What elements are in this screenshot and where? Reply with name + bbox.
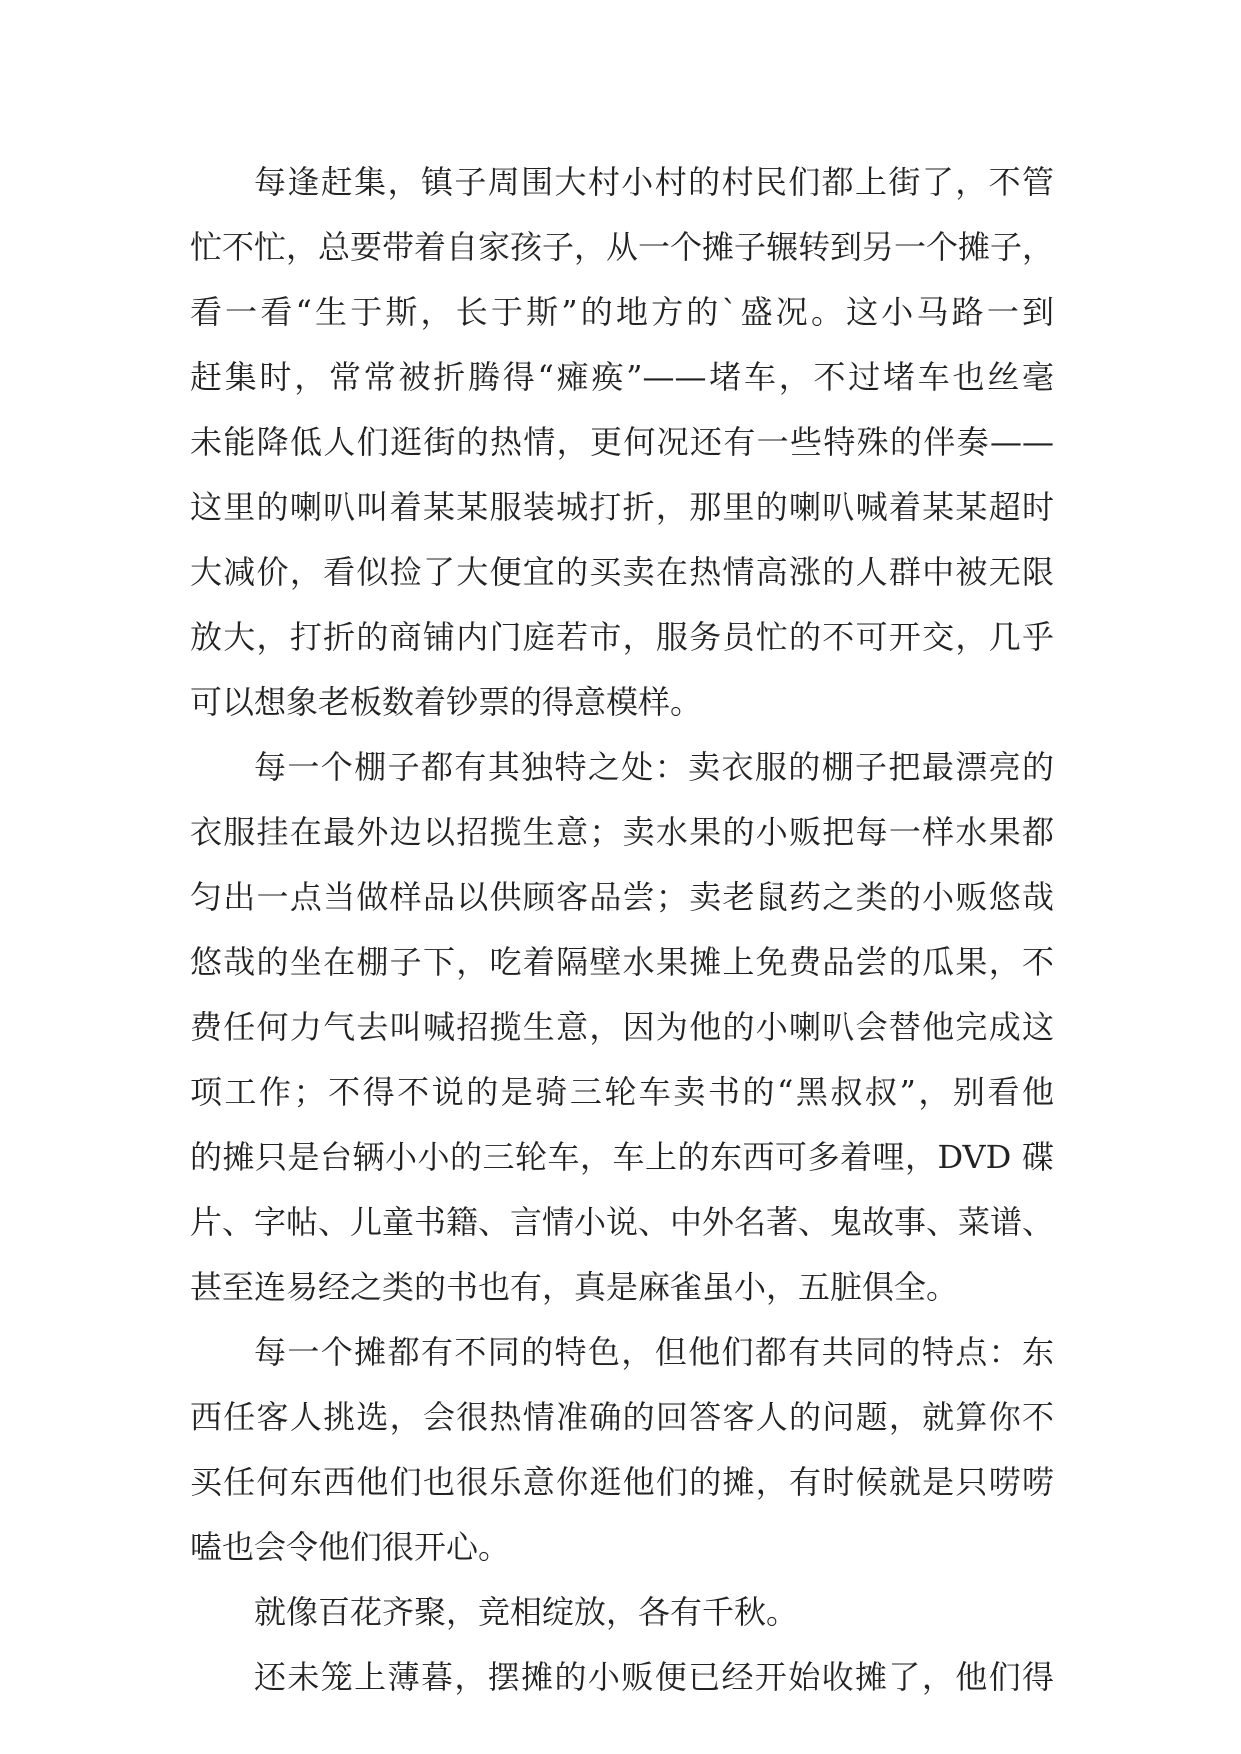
text-line: 未能降低人们逛街的热情，更何况还有一些特殊的伴奏—— [190,423,1054,461]
text-line: 项工作；不得不说的是骑三轮车卖书的“黑叔叔”，别看他 [190,1073,1054,1111]
document-body [190,150,1054,1710]
text-line: 还未笼上薄暮，摆摊的小贩便已经开始收摊了，他们得 [254,1658,1054,1696]
text-line: 每一个棚子都有其独特之处：卖衣服的棚子把最漂亮的 [254,748,1054,786]
text-line: 每一个摊都有不同的特色，但他们都有共同的特点：东 [254,1333,1054,1371]
text-line: 悠哉的坐在棚子下，吃着隔壁水果摊上免费品尝的瓜果，不 [190,943,1054,981]
text-line: 可以想象老板数着钞票的得意模样。 [190,683,703,721]
text-line: 的摊只是台辆小小的三轮车，车上的东西可多着哩，DVD 碟 [190,1138,1054,1176]
text-line: 每逢赶集，镇子周围大村小村的村民们都上街了，不管 [254,163,1054,201]
text-line: 看一看“生于斯，长于斯”的地方的`盛况。这小马路一到 [190,293,1054,331]
text-line: 衣服挂在最外边以招揽生意；卖水果的小贩把每一样水果都 [190,813,1054,851]
text-line: 买任何东西他们也很乐意你逛他们的摊，有时候就是只唠唠 [190,1463,1054,1501]
text-line: 片、字帖、儿童书籍、言情小说、中外名著、鬼故事、菜谱、 [190,1203,1054,1241]
text-line: 匀出一点当做样品以供顾客品尝；卖老鼠药之类的小贩悠哉 [190,878,1054,916]
text-line: 西任客人挑选，会很热情准确的回答客人的问题，就算你不 [190,1398,1054,1436]
text-line: 嗑也会令他们很开心。 [190,1528,511,1566]
text-line: 就像百花齐聚，竞相绽放，各有千秋。 [254,1593,799,1631]
text-line: 赶集时，常常被折腾得“瘫痪”——堵车，不过堵车也丝毫 [190,358,1054,396]
text-line: 大减价，看似捡了大便宜的买卖在热情高涨的人群中被无限 [190,553,1054,591]
text-line: 甚至连易经之类的书也有，真是麻雀虽小，五脏俱全。 [190,1268,959,1306]
text-line: 费任何力气去叫喊招揽生意，因为他的小喇叭会替他完成这 [190,1008,1054,1046]
text-line: 忙不忙，总要带着自家孩子，从一个摊子辗转到另一个摊子， [190,228,1054,266]
text-line: 这里的喇叭叫着某某服装城打折，那里的喇叭喊着某某超时 [190,488,1054,526]
text-line: 放大，打折的商铺内门庭若市，服务员忙的不可开交，几乎 [190,618,1054,656]
